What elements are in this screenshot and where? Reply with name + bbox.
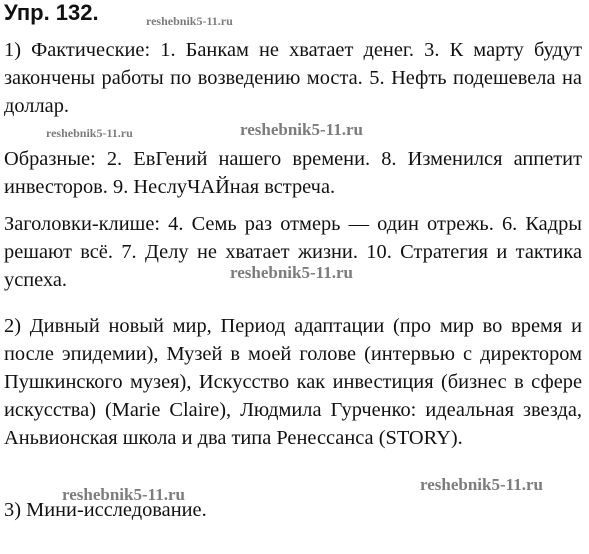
watermark: reshebnik5-11.ru [420,475,543,494]
watermark: reshebnik5-11.ru [146,14,233,28]
watermark: reshebnik5-11.ru [62,485,185,504]
paragraph-factual: 1) Фактические: 1. Банкам не хватает денег. 3. К марту будут закончены работы по возведению моста. 5. Нефть подешевела на доллар. [4,39,582,117]
watermark: reshebnik5-11.ru [240,120,363,139]
exercise-title: Упр. 132. [4,0,99,25]
watermark: reshebnik5-11.ru [46,126,133,140]
paragraph-mini-research: 3) Мини-исследование. [4,499,207,521]
watermark: reshebnik5-11.ru [230,263,353,282]
paragraph-cliche: Заголовки-клише: 4. Семь раз отмерь — один отрежь. 6. Кадры решают всё. 7. Делу не хватает жизни. 10. Стратегия и тактика успеха. [4,213,582,291]
paragraph-figurative: Образные: 2. ЕвГений нашего времени. 8. Изменился аппетит инвесторов. 9. НеслуЧАЙная встреча. [4,148,582,198]
paragraph-examples: 2) Дивный новый мир, Период адаптации (про мир во время и после эпидемии), Музей в моей голове (интервью с директором Пушкинского музея), Искусство как инвестиция (бизнес в сфере искусства) (Marie Claire), Людмила Гурченко: идеальная звезда, Аньвионская школа и два типа Ренессанса (STORY). [4,315,582,449]
